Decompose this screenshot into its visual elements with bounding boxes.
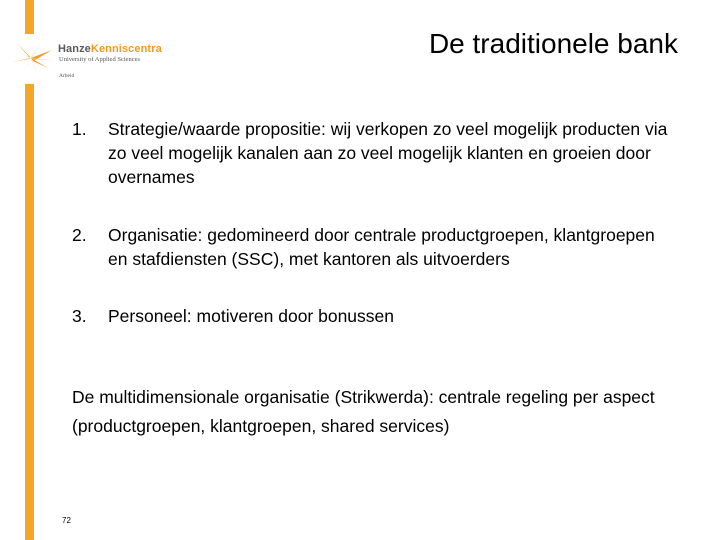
logo-brand-name: HanzeKenniscentra [58, 43, 162, 55]
list-item-text: Organisatie: gedomineerd door centrale productgroepen, klantgroepen en stafdiensten (SSC), met kantoren als uitvoerders [108, 225, 655, 269]
hanze-logo [8, 34, 188, 84]
list-item-number: 3. [72, 306, 87, 326]
hanze-star-icon [8, 38, 54, 78]
list-item [72, 304, 672, 328]
list-item-number: 2. [72, 225, 87, 245]
list-item-text: Personeel: motiveren door bonussen [108, 306, 395, 326]
logo-subtitle: University of Applied Sciences [59, 56, 141, 63]
list-item [72, 223, 672, 271]
numbered-list [72, 117, 672, 328]
list-item [72, 117, 672, 189]
list-item-number: 1. [72, 119, 87, 139]
logo-tagline: Arbeid [59, 73, 75, 79]
summary-paragraph: De multidimensionale organisatie (Strikwerda): centrale regeling per aspect (productgroepen, klantgroepen, shared services) [72, 387, 655, 436]
list-item-text: Strategie/waarde propositie: wij verkopen zo veel mogelijk producten via zo veel mogelijk kanalen aan zo veel mogelijk klanten en groeien door overnames [108, 119, 668, 187]
page-number: 72 [62, 516, 71, 525]
slide-title: De traditionele bank [428, 28, 678, 59]
